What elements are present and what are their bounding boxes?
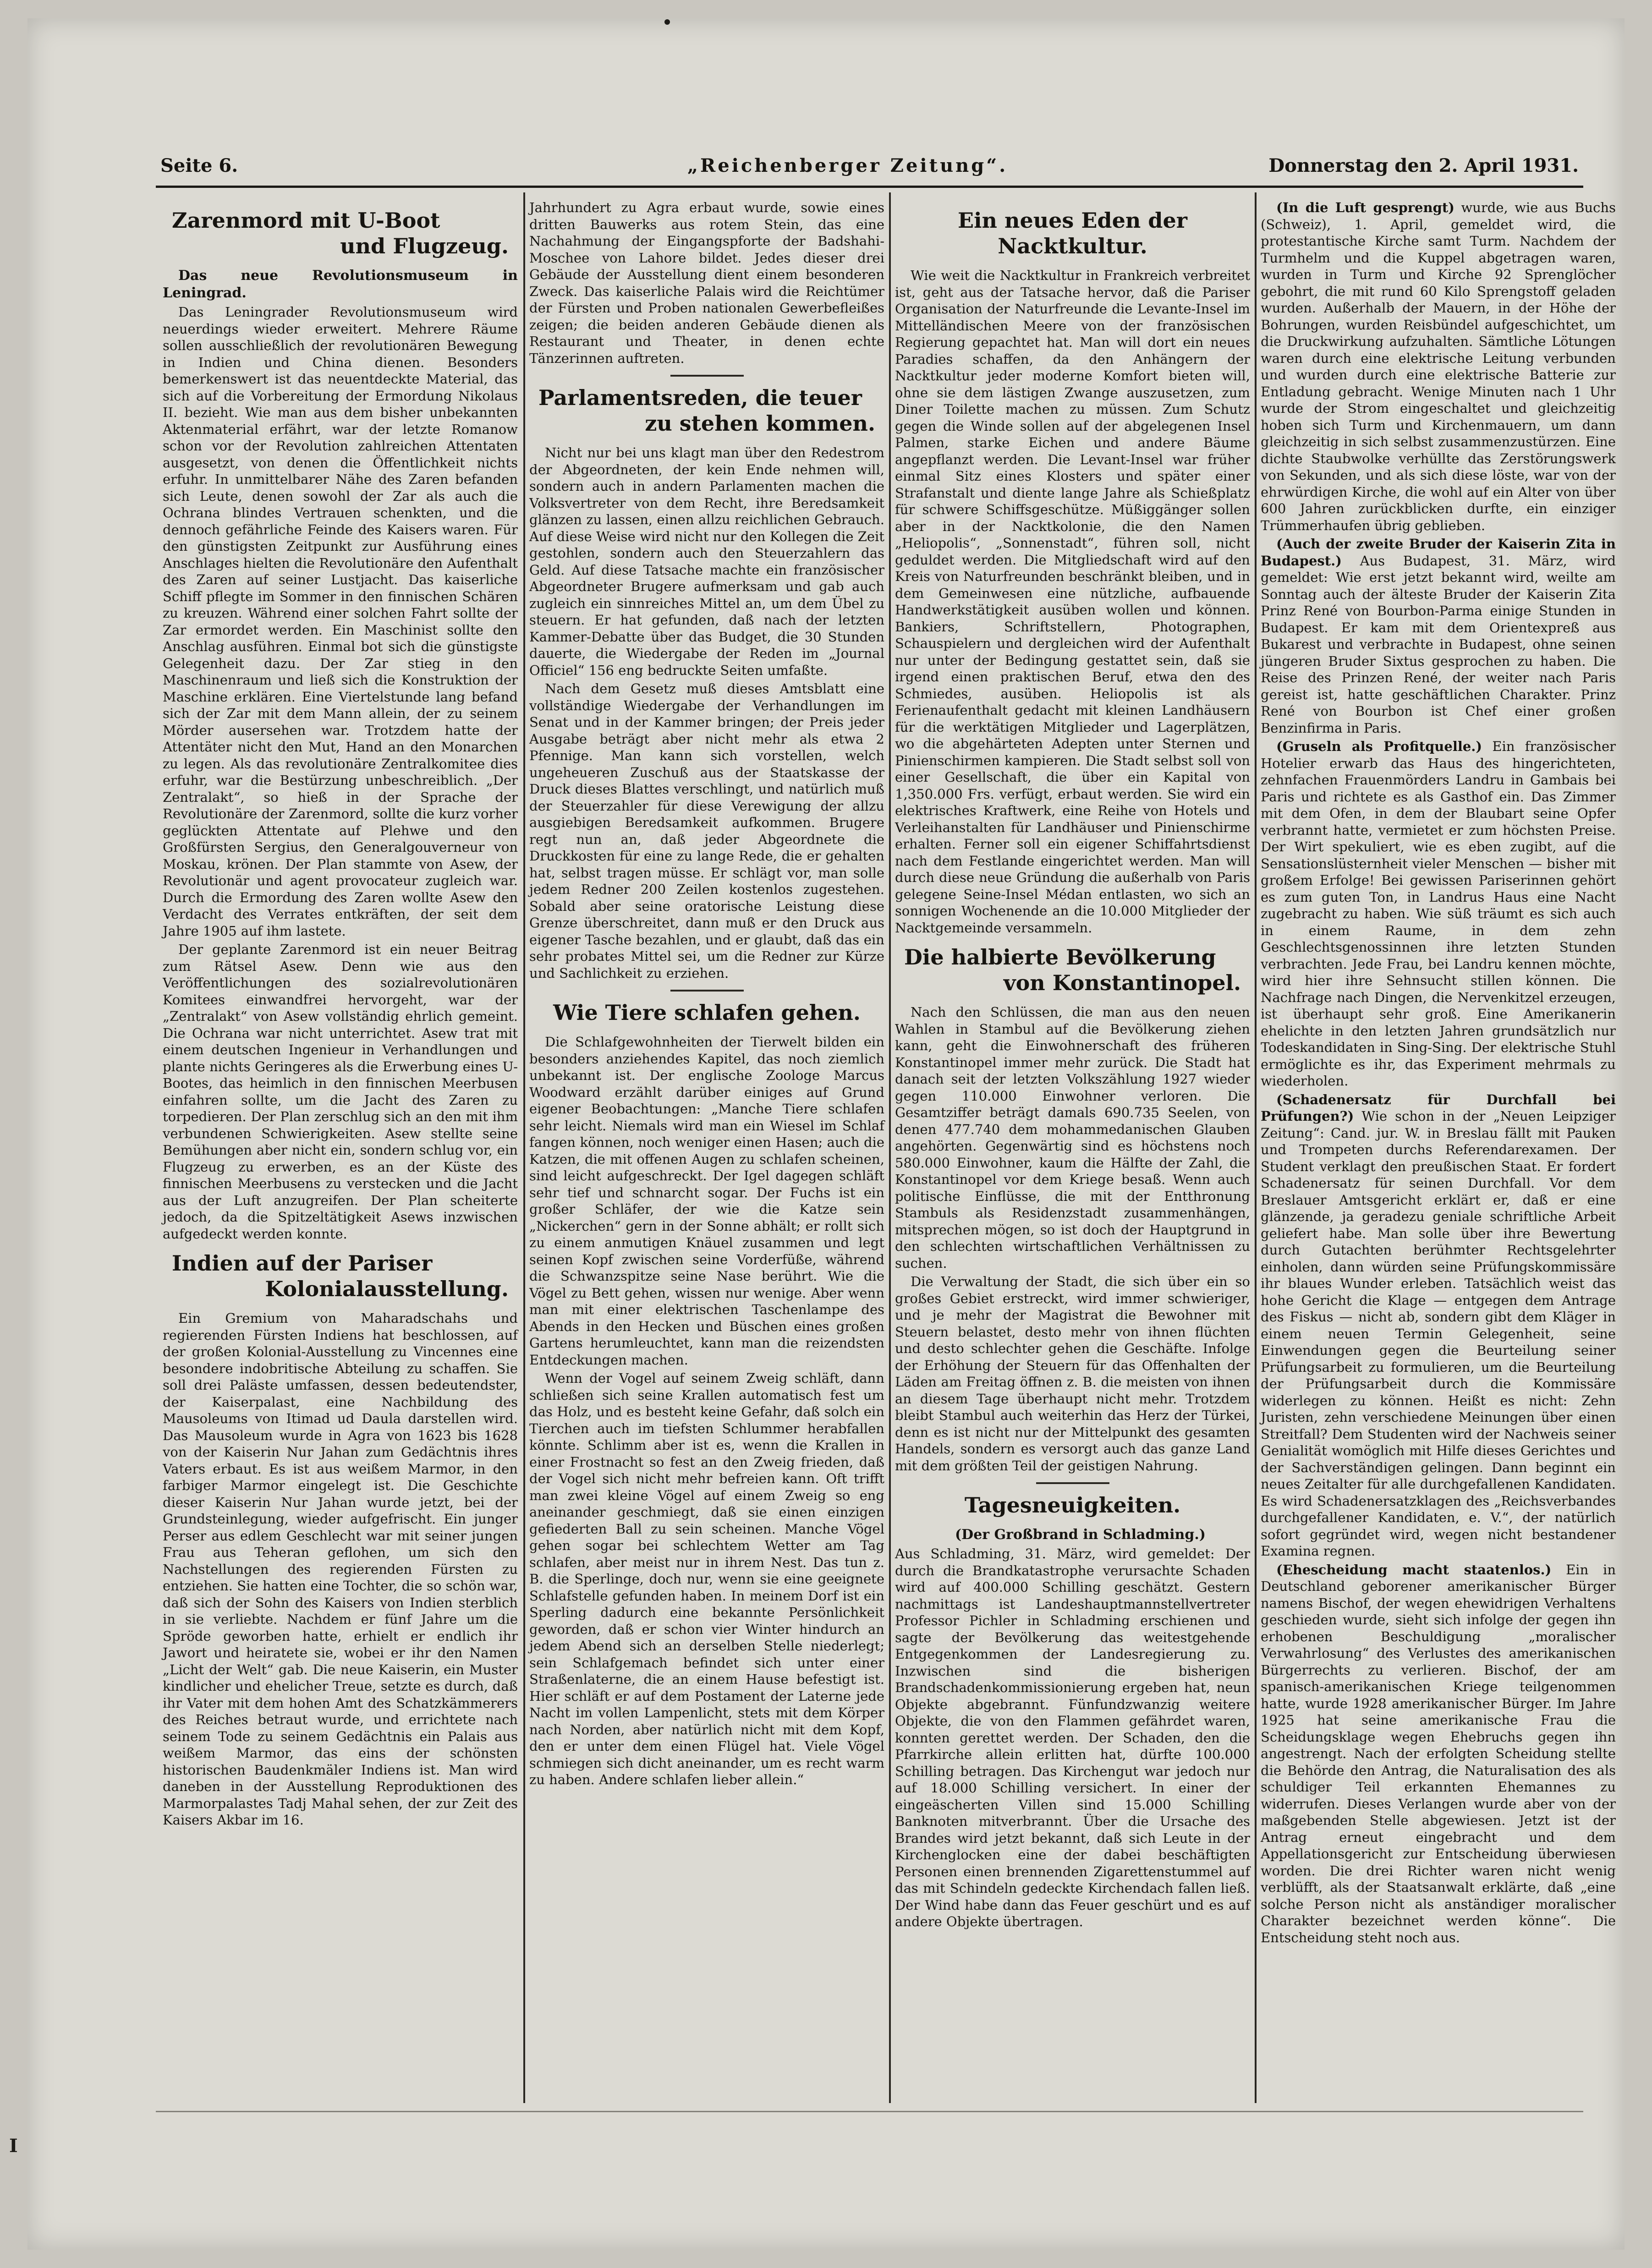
news-item-lead: (Ehescheidung macht staatenlos.)	[1276, 1561, 1552, 1578]
news-item-lead: (In die Luft gesprengt)	[1276, 200, 1454, 215]
article-paragraph: Ein Gremium von Maharadschahs und regierenden Fürsten Indiens hat beschlossen, auf der großen Kolonial-Ausstellung zu Vincennes eine besondere indobritische Abteilung zu schaffen. Sie soll drei Paläste umfassen, dessen bedeutendster, der Kaiserpalast, eine Nachbildung des Mausoleums von Itimad ud Daula darstellen wird. Das Mausoleum wurde in Agra von 1623 bis 1628 von der Kaiserin Nur Jahan zum Gedächtnis ihres Vaters erbaut. Es ist aus weißem Marmor, in den farbiger Marmor eingelegt ist. Die Geschichte dieser Kaiserin Nur Jahan wurde jetzt, bei der Grundsteinlegung, wieder aufgefrischt. Ein junger Perser aus edlem Geschlecht war mit seiner jungen Frau aus Teheran geflohen, um sich den Nachstellungen des regierenden Fürsten zu entziehen. Sie hatten eine Tochter, die so schön war, daß sich der Sohn des Kaisers von Indien sterblich in sie verliebte. Nachdem er fünf Jahre um die Spröde geworben hatte, erhielt er endlich ihr Jawort und heiratete sie, wobei er ihr den Namen „Licht der Welt“ gab. Die neue Kaiserin, ein Muster kindlicher und ehelicher Treue, setzte es durch, daß ihr Vater mit dem hohen Amt des Schatzkämmerers des Reiches betraut wurde, und errichtete nach seinem Tode zu seinem Gedächtnis ein Palais aus weißem Marmor, das eins der schönsten historischen Baudenkmäler Indiens ist. Man wird daneben in der Ausstellung Reproduktionen des Marmorpalastes Tadj Mahal sehen, der zur Zeit des Kaisers Akbar im 16.	[163, 1310, 518, 1828]
column-rule-2	[889, 192, 891, 2103]
newspaper-page	[9, 18, 1625, 2250]
headline-konstantinopel: Die halbierte Bevölkerung von Konstantinopel.	[904, 945, 1241, 995]
header-rule	[156, 186, 1583, 188]
column-3	[895, 199, 1250, 2112]
ink-spot	[664, 19, 670, 25]
article-paragraph: Aus Schladming, 31. März, wird gemeldet: Der durch die Brandkatastrophe verursachte Schaden wird auf 400.000 Schilling geschätzt. Gestern nachmittags ist Landeshauptmannstellvertreter Professor Pichler in Schladming erschienen und sagte der Bevölkerung das weitestgehende Entgegenkommen der Landesregierung zu. Inzwischen sind die bisherigen Brandschadenkommissionierung ergeben hat, neun Objekte abgebrannt. Fünfundzwanzig weitere Objekte, die von den Flammen gefährdet waren, konnten gerettet werden. Der Schaden, den die Pfarrkirche allein erlitten hat, dürfte 100.000 Schilling betragen. Das Kirchengut war jedoch nur auf 18.000 Schilling versichert. In einer der eingeäscherten Villen sind 15.000 Schilling Banknoten mitverbrannt. Über die Ursache des Brandes wird jetzt bekannt, daß sich Leute in der Kirchenglocken eine der dabei beschäftigten Personen einen brennenden Zigarettenstummel auf das mit Schindeln gedeckte Kirchendach fallen ließ. Der Wind habe dann das Feuer geschürt und es auf andere Objekte übertragen.	[895, 1546, 1250, 1929]
article-paragraph: Nach den Schlüssen, die man aus den neuen Wahlen in Stambul auf die Bevölkerung ziehen kann, geht die Einwohnerschaft des früheren Konstantinopel immer mehr zurück. Die Stadt hat danach seit der letzten Volkszählung 1927 wieder gegen 110.000 Einwohner verloren. Die Gesamtziffer beträgt damals 690.735 Seelen, von denen 477.740 dem mohammedanischen Glauben angehörten. Gegenwärtig sind es höchstens noch 580.000 Einwohner, kaum die Hälfte der Zahl, die Konstantinopel vor dem Kriege besaß. Wenn auch politische Einflüsse, die mit der Entthronung Stambuls als Residenzstadt zusammenhängen, mitsprechen mögen, so ist doch der Hauptgrund in den schlechten wirtschaftlichen Verhältnissen zu suchen.	[895, 1004, 1250, 1271]
article-separator	[670, 990, 744, 992]
news-item-text: Ein französischer Hotelier erwarb das Haus des hingerichteten, zehnfachen Frauenmörders Landru in Gambais bei Paris und richtete es als Gasthof ein. Das Zimmer mit dem Ofen, in dem der Blaubart seine Opfer verbrannt hatte, vermietet er zum höchsten Preise. Der Wirt spekuliert, wie es eben zugibt, auf die Sensationslüsternheit vieler Menschen — bisher mit großem Erfolge! Bei gewissen Pariserinnen gehört es zum guten Ton, in Landrus Haus eine Nacht zugebracht zu haben. Wie süß träumt es sich auch in einem Raume, in dem zehn Geschlechtsgenossinnen ihre letzten Stunden verbrachten. Jede Frau, bei Landru kennen möchte, wird hier ihre Sehnsucht stillen können. Die Nachfrage nach Dingen, die Nervenkitzel erzeugen, ist überhaupt sehr groß. Eine Amerikanerin ehelichte in den letzten Jahren grundsätzlich nur Todeskandidaten in Sing-Sing. Der elektrische Stuhl ermöglichte es ihr, das Experiment mehrmals zu wiederholen.	[1261, 739, 1616, 1089]
article-paragraph: Jahrhundert zu Agra erbaut wurde, sowie eines dritten Bauwerks aus rotem Stein, das eine Nachahmung der Eingangspforte der Badshahi-Moschee von Lahore bildet. Jedes dieser drei Gebäude der Ausstellung dient einem besonderen Zweck. Das kaiserliche Palais wird die Reichtümer der Fürsten und Proben nationalen Gewerbefleißes zeigen; die beiden anderen Gebäude dienen als Restaurant und Theater, in denen echte Tänzerinnen auftreten.	[529, 200, 884, 366]
article-paragraph: Wenn der Vogel auf seinem Zweig schläft, dann schließen sich seine Krallen automatisch fest um das Holz, und es besteht keine Gefahr, daß solch ein Tierchen auch im tiefsten Schlummer herabfallen könnte. Schlimm aber ist es, wenn die Krallen in einer Frostnacht so fest an den Zweig frieden, daß der Vogel sich nicht mehr befreien kann. Oft trifft man zwei kleine Vögel auf einem Zweig so eng aneinander geschmiegt, daß sie einen einzigen gefiederten Ball zu sein scheinen. Manche Vögel gehen sogar bei schlechtem Wetter am Tag schlafen, aber meist nur in ihrem Nest. Das tun z. B. die Sperlinge, doch nur, wenn sie eine geeignete Schlafstelle gefunden haben. In meinem Dorf ist ein Sperling dadurch eine bekannte Persönlichkeit geworden, daß er schon vier Winter hindurch an jedem Abend sich an derselben Stelle niederlegt; sein Schlafgemach befindet sich unter einer Straßenlaterne, die an einem Hause befestigt ist. Hier schläft er auf dem Postament der Laterne jede Nacht im vollen Lampenlicht, stets mit dem Körper nach Norden, aber natürlich nicht mit dem Kopf, den er unter dem einen Flügel hat. Viele Vögel schmiegen sich dicht aneinander, um es recht warm zu haben. Andere schlafen lieber allein.“	[529, 1370, 884, 1787]
page-number: Seite 6.	[160, 155, 238, 176]
headline-parlamentsreden: Parlamentsreden, die teuer zu stehen kommen.	[538, 385, 875, 436]
column-4	[1261, 199, 1616, 2112]
page-edge-mark: I	[9, 2135, 18, 2157]
news-item-text: wurde, wie aus Buchs (Schweiz), 1. April, gemeldet wird, die protestantische Kirche samt Turm. Nachdem der Turmhelm und die Kuppel abgetragen waren, wurden in Turm und Kirche 92 Sprenglöcher gebohrt, die mit rund 60 Kilo Sprengstoff geladen wurden. Außerhalb der Mauern, in der Höhe der Bohrungen, wurden Reisbündel aufgeschichtet, um die Druckwirkung aufzuhalten. Sämtliche Lötungen waren durch eine elektrische Leitung verbunden und wurden durch eine elektrische Batterie zur Entladung gebracht. Wenige Minuten nach 1 Uhr wurde der Strom eingeschaltet und gleichzeitig hoben sich Turm und Kirchenmauern, um dann gleichzeitig in sich selbst zusammenzustürzen. Eine dichte Staubwolke verhüllte das Zerstörungswerk von Sekunden, und als sich diese löste, war von der ehrwürdigen Kirche, die wohl auf ein Alter von über 600 Jahren zurückblicken durfte, ein einziger Trümmerhaufen übrig geblieben.	[1261, 200, 1616, 533]
headline-tiere: Wie Tiere schlafen gehen.	[553, 1000, 861, 1025]
issue-date: Donnerstag den 2. April 1931.	[1268, 155, 1579, 176]
column-1	[163, 199, 518, 2112]
article-paragraph: Wie weit die Nacktkultur in Frankreich verbreitet ist, geht aus der Tatsache hervor, daß die Pariser Organisation der Naturfreunde die Levante-Insel im Mittelländischen Meere von der französischen Regierung gepachtet hat. Man will dort ein neues Paradies schaffen, da den Anhängern der Nacktkultur jeder moderne Komfort bieten will, ohne sie dem lästigen Zwange auszusetzen, zum Diner Toilette machen zu müssen. Zum Schutz gegen die Winde sollen auf der abgelegenen Insel Palmen, starke Eichen und andere Bäume angepflanzt werden. Die Levant-Insel war früher einmal Sitz eines Klosters und später einer Strafanstalt und diente lange Jahre als Schießplatz für schwere Schiffsgeschütze. Müßiggänger sollen aber in der Nacktkolonie, die den Namen „Heliopolis“, „Sonnenstadt“, führen soll, nicht geduldet werden. Die Mitgliedschaft wird auf den Kreis von Naturfreunden beschränkt bleiben, und in dem Gemeinwesen eine nützliche, aufbauende Handwerkstätigkeit ausüben wollen und können. Bankiers, Schriftstellern, Photographen, Schauspielern und dergleichen wird der Aufenthalt nur unter der Bedingung gestattet sein, daß sie irgend einen praktischen Beruf, etwa den des Schmiedes, ausüben. Heliopolis ist als Ferienaufenthalt gedacht mit kleinen Landhäusern für die werktätigen Mitglieder und Lagerplätzen, wo die abgehärteten Adepten unter Sternen und Pinienschirmen kampieren. Die Stadt selbst soll von einer Gesellschaft, die über ein Kapital von 1,350.000 Frs. verfügt, erbaut werden. Sie wird ein elektrisches Kraftwerk, eine Reihe von Hotels und Verleihanstalten für Landhäuser und Pinienschirme erhalten. Ferner soll ein eigener Schiffahrtsdienst nach dem Festlande eingerichtet werden. Man will durch diese neue Gründung die außerhalb von Paris gelegene Seine-Insel Médan entlasten, wo sich an sonnigen Wochenende an die 10.000 Mitglieder der Nacktgemeinde versammeln.	[895, 268, 1250, 936]
article-paragraph: Das Leningrader Revolutionsmuseum wird neuerdings wieder erweitert. Mehrere Räume sollen ausschließlich der revolutionären Bewegung in Indien und China dienen. Besonders bemerkenswert ist das neuentdeckte Material, das sich auf die Vorbereitung der Ermordung Nikolaus II. bezieht. Wie man aus dem bisher unbekannten Aktenmaterial erfährt, war der letzte Romanow schon vor der Revolution zahlreichen Attentaten ausgesetzt, von denen die Öffentlichkeit nichts erfuhr. In unmittelbarer Nähe des Zaren befanden sich Leute, denen sowohl der Zar als auch die Ochrana blindes Vertrauen schenkten, und die dennoch gefährliche Feinde des Kaisers waren. Für den günstigsten Zeitpunkt zur Ausführung eines Anschlages hielten die Revolutionäre den Aufenthalt des Zaren auf seiner Lustjacht. Das kaiserliche Schiff pflegte im Sommer in den finnischen Schären zu kreuzen. Während einer solchen Fahrt sollte der Zar ermordet werden. Ein Maschinist sollte den Anschlag ausführen. Einmal bot sich die günstigste Gelegenheit dazu. Der Zar stieg in den Maschinenraum und ließ sich die Konstruktion der Maschine erklären. Eine Viertelstunde lang befand sich der Zar mit dem Mann allein, der zu seinem Mörder ausersehen war. Trotzdem hatte der Attentäter nicht den Mut, Hand an den Monarchen zu legen. Als das revolutionäre Zentralkomitee dies erfuhr, war die Bestürzung unbeschreiblich. „Der Zentralakt“, so hieß in der Sprache der Revolutionäre der Zarenmord, sollte die kurz vorher geglückten Attentate auf Plehwe und den Großfürsten Sergius, den Generalgouverneur von Moskau, krönen. Der Plan stammte von Asew, der Revolutionär und agent provocateur zugleich war. Durch die Ermordung des Zaren wollte Asew den Verdacht des Verrates entkräften, der seit dem Jahre 1905 auf ihm lastete.	[163, 304, 518, 939]
article-paragraph: Die Schlafgewohnheiten der Tierwelt bilden ein besonders anziehendes Kapitel, das noch ziemlich unbekannt ist. Der englische Zoologe Marcus Woodward erzählt darüber einiges auf Grund eigener Beobachtungen: „Manche Tiere schlafen sehr leicht. Niemals wird man ein Wiesel im Schlaf fangen können, noch weniger einen Hasen; auch die Katzen, die mit offenen Augen zu schlafen scheinen, sind leicht aufgeschreckt. Der Igel dagegen schläft sehr tief und schnarcht sogar. Der Fuchs ist ein großer Schläfer, der wie die Katze sein „Nickerchen“ gern in der Sonne abhält; er rollt sich zu einem anmutigen Knäuel zusammen und legt seinen Kopf zwischen seine Vorderfüße, während die Schwanzspitze seine Nase berührt. Wie die Vögel zu Bett gehen, wissen nur wenige. Aber wenn man mit einer elektrischen Taschenlampe des Abends in den Hecken und Büschen eines großen Gartens herumleuchtet, kann man die reizendsten Entdeckungen machen.	[529, 1034, 884, 1368]
column-rule-3	[1255, 192, 1257, 2103]
news-item-lead: (Gruseln als Profitquelle.)	[1276, 739, 1482, 754]
footer-rule	[156, 2111, 1583, 2112]
headline-indien: Indien auf der Pariser Kolonialausstellung.	[172, 1251, 509, 1301]
article-paragraph: Der geplante Zarenmord ist ein neuer Beitrag zum Rätsel Asew. Denn wie aus den Veröffentlichungen des sozialrevolutionären Komitees einwandfrei hervorgeht, war der „Zentralakt“ von Asew vollständig ehrlich gemeint. Die Ochrana war nicht unterrichtet. Asew trat mit einem deutschen Ingenieur in Verhandlungen und plante nichts Geringeres als die Erwerbung eines U-Bootes, das heimlich in den finnischen Meerbusen einfahren sollte, um die Jacht des Zaren zu torpedieren. Der Plan zerschlug sich an den mit ihm verbundenen Schwierigkeiten. Asew stellte seine Bemühungen aber nicht ein, sondern schlug vor, ein Flugzeug zu erwerben, es an der Küste des finnischen Meerbusens zu verstecken und die Jacht aus der Luft anzugreifen. Der Plan scheiterte jedoch, da die Spitzeltätigkeit Asews inzwischen aufgedeckt werden konnte.	[163, 942, 518, 1242]
newspaper-name: „Reichenberger Zeitung“.	[687, 155, 1008, 176]
news-item-text: Wie schon in der „Neuen Leipziger Zeitung“: Cand. jur. W. in Breslau fällt mit Pauken und Trompeten durchs Referendarexamen. Der Student verklagt den preußischen Staat. Er fordert Schadenersatz für seinen Durchfall. Vor dem Breslauer Amtsgericht erklärt er, daß er eine glänzende, ja geradezu geniale schriftliche Arbeit geliefert habe. Man solle über ihre Bewertung durch Gutachten berühmter Rechtsgelehrter einholen, dann würden seine Prüfungskommissäre ihr blaues Wunder erleben. Tatsächlich weist das hohe Gericht die Klage — entgegen dem Antrage des Fiskus — nicht ab, sondern gibt dem Kläger in einem neuen Termin Gelegenheit, seine Einwendungen gegen die Beurteilung seiner Prüfungsarbeit zu formulieren, um die Beurteilung der Prüfungsarbeit durch die Kommissäre widerlegen zu können. Heißt es nicht: Zehn Juristen, zehn verschiedene Meinungen über einen Streitfall? Dem Studenten wird der Nachweis seiner Genialität womöglich mit Hilfe dieses Gerichtes und der Sachverständigen gelingen. Dann beginnt ein neues Zeitalter für alle durchgefallenen Kandidaten. Es wird Schadenersatzklagen des „Reichsverbandes durchgefallener Kandidaten, e. V.“, der natürlich sofort gegründet wird, wegen nicht bestandener Examina regnen.	[1261, 1108, 1616, 1559]
news-item-lead: (Auch der zweite Bruder der Kaiserin Zita in Budapest.)	[1261, 536, 1616, 569]
headline-nacktkultur: Ein neues Eden der Nacktkultur.	[958, 208, 1187, 258]
article-paragraph: Die Verwaltung der Stadt, die sich über ein so großes Gebiet erstreckt, wird immer schwieriger, und je mehr der Magistrat die Bewohner mit Steuern belastet, desto mehr von ihnen flüchten und desto schlechter gehen die Geschäfte. Infolge der Erhöhung der Steuern für das Offenhalten der Läden am Freitag öffnen z. B. die meisten von ihnen an diesem Tage überhaupt nicht mehr. Trotzdem bleibt Stambul auch weiterhin das Herz der Türkei, denn es ist nicht nur der Mittelpunkt des gesamten Handels, sondern es versorgt auch das ganze Land mit dem größten Teil der geistigen Nahrung.	[895, 1274, 1250, 1474]
article-paragraph: Nicht nur bei uns klagt man über den Redestrom der Abgeordneten, der kein Ende nehmen will, sondern auch in andern Parlamenten machen die Volksvertreter von dem Recht, ihre Beredsamkeit glänzen zu lassen, einen allzu reichlichen Gebrauch. Auf diese Weise wird nicht nur den Kollegen die Zeit gestohlen, sondern auch den Steuerzahlern das Geld. Auf diese Tatsache machte ein französischer Abgeordneter Brugere aufmerksam und gab auch zugleich ein sinnreiches Mittel an, um dem Übel zu steuern. Er hat gefunden, daß nach der letzten Kammer-Debatte über das Budget, die 30 Stunden dauerte, die Wiedergabe der Reden im „Journal Officiel“ 156 eng bedruckte Seiten umfaßte.	[529, 445, 884, 678]
article-separator	[1036, 1482, 1109, 1484]
subheadline-schladming: (Der Großbrand in Schladming.)	[955, 1527, 1206, 1543]
article-separator	[670, 375, 744, 377]
page-header	[160, 150, 1579, 182]
news-item-text: Ein in Deutschland geborener amerikanischer Bürger namens Bischof, der wegen ehewidrigen Verhaltens geschieden wurde, sieht sich infolge der gegen ihn erhobenen Beschuldigung „moralischer Verwahrlosung“ des Verlustes des amerikanischen Bürgerrechts zu verlieren. Bischof, der am spanisch-amerikanischen Kriege teilgenommen hatte, wurde 1928 amerikanischer Bürger. Im Jahre 1925 hat seine amerikanische Frau die Scheidungsklage wegen Ehebruchs gegen ihn angestrengt. Nach der erfolgten Scheidung stellte die Behörde den Antrag, die Naturalisation des als schuldiger Teil erkannten Ehemannes zu widerrufen. Dieses Verlangen wurde aber von der maßgebenden Stelle abgewiesen. Jetzt ist der Antrag erneut eingebracht und dem Appellationsgericht zur Entscheidung überwiesen worden. Die drei Richter waren nicht wenig verblüfft, als der Staatsanwalt erklärte, daß „eine solche Person nicht als anständiger moralischer Charakter bezeichnet werden könne“. Die Entscheidung steht noch aus.	[1261, 1561, 1616, 1945]
subheadline-revolutionsmuseum: Das neue Revolutionsmuseum in Leningrad.	[163, 268, 518, 301]
article-paragraph: Nach dem Gesetz muß dieses Amtsblatt eine vollständige Wiedergabe der Verhandlungen im Senat und in der Kammer bringen; der Preis jeder Ausgabe beträgt aber nicht mehr als etwa 2 Pfennige. Man kann sich vorstellen, welch ungeheueren Zuschuß aus der Staatskasse der Druck dieses Blattes verschlingt, und natürlich muß der Steuerzahler für diese Verewigung der allzu ausgiebigen Beredsamkeit aufkommen. Brugere regt nun an, daß jeder Abgeordnete die Druckkosten für eine zu lange Rede, die er gehalten hat, selbst tragen müsse. Er schlägt vor, man solle jedem Redner 200 Zeilen kostenlos zugestehen. Sobald aber seine oratorische Leistung diese Grenze überschreitet, dann muß er den Druck aus eigener Tasche bezahlen, und er glaubt, daß das ein sehr probates Mittel sei, um die Redner zur Kürze und Sachlichkeit zu erziehen.	[529, 681, 884, 981]
column-2	[529, 199, 884, 2112]
news-item-lead: (Schadenersatz für Durchfall bei Prüfungen?)	[1261, 1091, 1616, 1124]
column-rule-1	[523, 192, 525, 2103]
headline-zarenmord: Zarenmord mit U-Boot und Flugzeug.	[172, 208, 509, 258]
news-item-text: Aus Budapest, 31. März, wird gemeldet: Wie erst jetzt bekannt wird, weilte am Sonntag auch der älteste Bruder der Kaiserin Zita Prinz René von Bourbon-Parma einige Stunden in Budapest. Er kam mit dem Orientexpreß aus Bukarest und verbrachte in Budapest, ohne seinen jüngeren Bruder Sixtus gesprochen zu haben. Die Reise des Prinzen René, der weiter nach Paris gereist ist, hatte geschäftlichen Charakter. Prinz René von Bourbon ist Chef einer großen Benzinfirma in Paris.	[1261, 553, 1616, 736]
headline-tagesneuigkeiten: Tagesneuigkeiten.	[964, 1493, 1181, 1517]
